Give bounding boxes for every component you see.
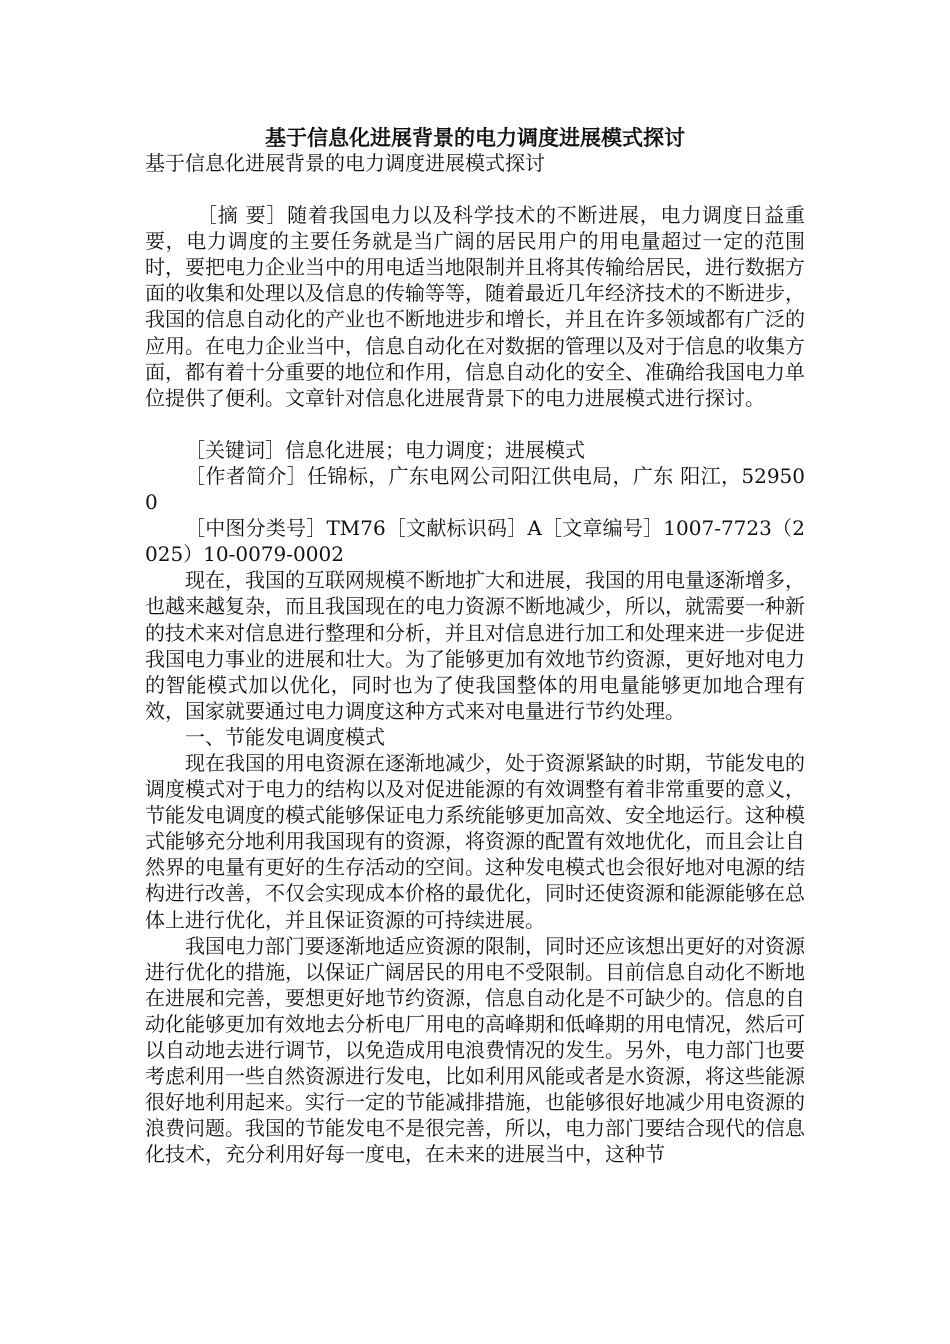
author-line: ［作者简介］任锦标，广东电网公司阳江供电局，广东 阳江，529500: [145, 463, 805, 515]
body-paragraph: 现在我国的用电资源在逐渐地减少，处于资源紧缺的时期，节能发电的调度模式对于电力的结构以及对促进能源的有效调整有着非常重要的意义，节能发电调度的模式能够保证电力系统能够更加高效、安全地运行。这种模式能够充分地利用我国现有的资源，将资源的配置有效地优化，而且会让自然界的电量有更好的生存活动的空间。这种发电模式也会很好地对电源的结构进行改善，不仅会实现成本价格的最优化，同时还使资源和能源能够在总体上进行优化，并且保证资源的可持续进展。: [145, 750, 805, 932]
keywords-line: ［关键词］信息化进展；电力调度；进展模式: [185, 437, 585, 462]
document-body: [145, 150, 805, 1167]
abstract-paragraph: ［摘 要］随着我国电力以及科学技术的不断进展，电力调度日益重要，电力调度的主要任务就是当广阔的居民用户的用电量超过一定的范围时，要把电力企业当中的用电适当地限制并且将其传输给居民，进行数据方面的收集和处理以及信息的传输等等，随着最近几年经济技术的不断进步，我国的信息自动化的产业也不断地进步和增长，并且在许多领域都有广泛的应用。在电力企业当中，信息自动化在对数据的管理以及对于信息的收集方面，都有着十分重要的地位和作用，信息自动化的安全、准确给我国电力单位提供了便利。文章针对信息化进展背景下的电力进展模式进行探讨。: [145, 203, 805, 410]
classification-line: ［中图分类号］TM76［文献标识码］A［文章编号］1007-7723（2025）10-0079-0002: [145, 516, 805, 567]
document-subtitle: 基于信息化进展背景的电力调度进展模式探讨: [145, 151, 545, 175]
body-paragraph: 现在，我国的互联网规模不断地扩大和进展，我国的用电量逐渐增多，也越来越复杂，而且我国现在的电力资源不断地减少，所以，就需要一种新的技术来对信息进行整理和分析，并且对信息进行加工和处理来进一步促进我国电力事业的进展和壮大。为了能够更加有效地节约资源，更好地对电力的智能模式加以优化，同时也为了使我国整体的用电量能够更加地合理有效，国家就要通过电力调度这种方式来对电量进行节约处理。: [145, 568, 805, 723]
section-heading: 一、节能发电调度模式: [185, 724, 385, 749]
spacer: [145, 176, 805, 202]
spacer: [145, 411, 805, 437]
body-paragraph: 我国电力部门要逐渐地适应资源的限制，同时还应该想出更好的对资源进行优化的措施，以保证广阔居民的用电不受限制。目前信息自动化不断地在进展和完善，要想更好地节约资源，信息自动化是不可缺少的。信息的自动化能够更加有效地去分析电厂用电的高峰期和低峰期的用电情况，然后可以自动地去进行调节，以免造成用电浪费情况的发生。另外，电力部门也要考虑利用一些自然资源进行发电，比如利用风能或者是水资源，将这些能源很好地利用起来。实行一定的节能减排措施，也能够很好地减少用电资源的浪费问题。我国的节能发电不是很完善，所以，电力部门要结合现代的信息化技术，充分利用好每一度电，在未来的进展当中，这种节: [145, 933, 805, 1167]
document-title: 基于信息化进展背景的电力调度进展模式探讨: [265, 126, 685, 150]
